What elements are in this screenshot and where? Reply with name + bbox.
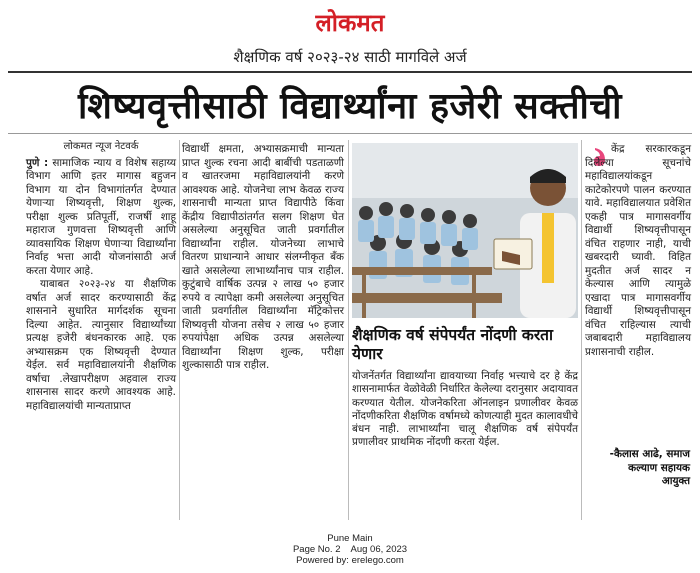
classroom-photo	[352, 143, 578, 318]
page-date-label: Page No. 2 Aug 06, 2023	[292, 544, 408, 555]
masthead-logo: लोकमत	[315, 8, 385, 37]
column-divider	[348, 140, 349, 520]
official-quote: केंद्र सरकारकडून दिलेल्या सूचनांचे महाविद्यालयांकडून काटेकोरपणे पालन करण्यात यावे. महाविद्यालयात प्रवेशित एकही पात्र मागासवर्गीय विद्यार्थी शिष्यवृत्तीपासून वंचित राहणार नाही, याची खबरदारी घ्यावी. विहित मुदतीत अर्ज सादर न केल्यास आणि त्यामुळे एखादा पात्र मागासवर्गीय विद्यार्थी शिष्यवृत्तीपासून वंचित राहिल्यास त्याची जबाबदारी महाविद्यालय प्रशासनाची राहील.	[585, 143, 691, 358]
article-column-4	[585, 143, 691, 359]
quote-attribution	[588, 448, 690, 489]
article-column-2	[182, 143, 344, 373]
page-footer	[0, 533, 700, 566]
powered-by-label: Powered by: erelego.com	[296, 555, 404, 566]
column-2-paragraph: विद्यार्थी क्षमता, अभ्यासक्रमाची मान्यता प्राप्त शुल्क रचना आदी बाबींची पडताळणी व खातरजमा महाविद्यालयांनी करणे आवश्यक आहे. योजनेचा लाभ केवळ राज्य शासनाची मान्यता प्राप्त विद्यापीठे किंवा केंद्रीय विद्यापीठांतर्गत सलग शिक्षण घेत असलेल्या अनुसूचित जाती प्रवर्गातील विद्यार्थ्यांना राहील. योजनेच्या लाभाचे वितरण प्राधान्याने आधार संलग्नीकृत बँक खाते असलेल्या लाभार्थ्यांनाच पात्र राहील. कुटुंबाचे वार्षिक उत्पन्न २ लाख ५० हजार रुपये व त्यापेक्षा कमी असलेल्या अनुसूचित जाती प्रवर्गातील विद्यार्थ्यांना मॅट्रिकोत्तर शिष्यवृत्ती योजना तसेच २ लाख ५० हजार रुपयांपेक्षा अधिक उत्पन्न असलेल्या विद्यार्थ्यांना शिक्षण शुल्क, परीक्षा शुल्कासाठी पात्र राहील.	[182, 143, 344, 371]
article-column-1	[26, 140, 176, 413]
article-subhead: शैक्षणिक वर्ष संपेपर्यंत नोंदणी करता येणार	[352, 326, 554, 363]
divider	[8, 133, 692, 134]
signature-title-line-1: कल्याण सहायक	[628, 461, 690, 474]
column-3-paragraph: योजनेंतर्गत विद्यार्थ्यांना द्यावयाच्या निर्वाह भत्त्याचे दर हे केंद्र शासनामार्फत वेळोवेळी निर्धारित केलेल्या दरानुसार अदायावत करण्यात येतील. योजनेकरिता ऑनलाइन प्रणालीवर केवळ नोंदणीकरिता शैक्षणिक वर्षामध्ये कोणत्याही मुदत कालावधीचे बंधन नाही. लाभार्थ्यांना चालू शैक्षणिक वर्ष संपेपर्यंत प्रणालीवर प्राथमिक नोंदणी करता येईल.	[352, 370, 578, 449]
column-1-paragraph-1	[26, 157, 176, 279]
article-column-3	[352, 370, 578, 450]
classroom-illustration	[352, 143, 578, 318]
column-divider	[581, 140, 582, 520]
dateline: पुणे :	[26, 156, 49, 169]
article-kicker: शैक्षणिक वर्ष २०२३-२४ साठी मागविले अर्ज	[233, 48, 467, 66]
column-1-paragraph-2: याबाबत २०२३-२४ या शैक्षणिक वर्षात अर्ज सादर करण्यासाठी केंद्र शासनाने सुधारित मार्गदर्शक सूचना दिल्या आहेत. त्यानुसार विद्यार्थ्यांच्या प्रत्यक्ष हजेरी बंधनकारक आहे. एक अभ्यासक्रम एक शिष्यवृत्ती देण्यात येईल. सर्व महाविद्यालयांनी शैक्षणिक वर्षाचा .लेखापरीक्षण अहवाल राज्य शासनास सादर करणे आवश्यक आहे. महाविद्यालयांची मान्यताप्राप्त	[26, 278, 176, 412]
signature-title-line-2: आयुक्त	[661, 475, 690, 487]
edition-label: Pune Main	[327, 533, 373, 544]
column-divider	[179, 140, 180, 520]
column-1-text-1: सामाजिक न्याय व विशेष सहाय्य विभाग आणि इतर मागास बहुजन विभाग या दोन विभागांतर्गत देण्यात येणाऱ्या शिष्यवृत्ती, शिक्षण शुल्क, परीक्षा शुल्क प्रतिपूर्ती, राजर्षी शाहू महाराज गुणवत्ता शिष्यवृत्ती आणि व्यावसायिक शिक्षण घेणाऱ्या विद्यार्थ्यांना निर्वाह भत्ता आदी योजनांसाठी अर्ज करता येणार आहे.	[26, 156, 176, 277]
article-headline: शिष्यवृत्तीसाठी विद्यार्थ्यांना हजेरी सक्तीची	[78, 86, 622, 127]
divider	[8, 71, 692, 73]
byline: लोकमत न्यूज नेटवर्क	[63, 141, 139, 152]
signature-name: -कैलास आढे, समाज	[609, 448, 690, 460]
